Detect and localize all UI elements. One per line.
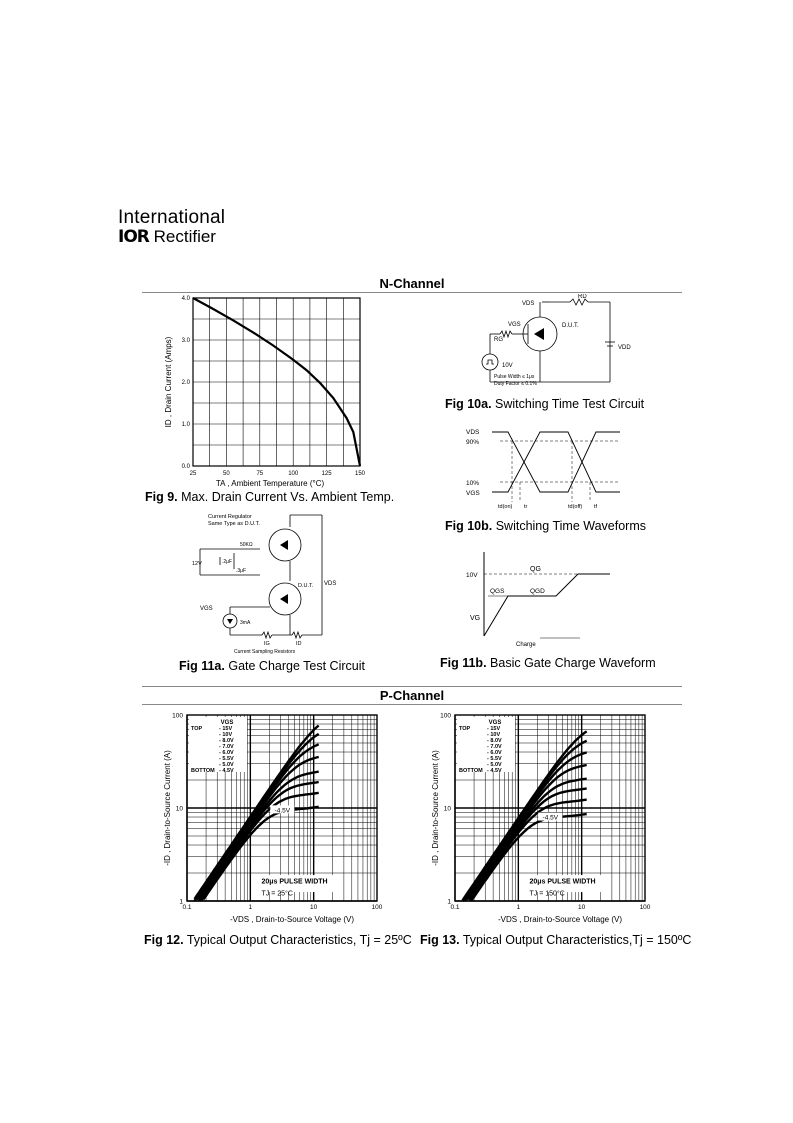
fig13-ytick-label: 1 — [447, 898, 451, 906]
fig9-drain-current-chart — [150, 294, 390, 490]
logo-international: International — [118, 207, 226, 228]
fig9-xlabel: TA , Ambient Temperature (°C) — [215, 479, 325, 488]
fig12-legend-tag: BOTTOM — [191, 768, 215, 774]
fig11b-charge-label: Charge — [516, 642, 536, 648]
fig12-legend-value: - 5.5V — [219, 756, 234, 762]
n-channel-heading: N-Channel — [379, 276, 445, 291]
p-channel-top-rule — [142, 686, 682, 687]
fig13-legend-title: VGS — [488, 720, 502, 726]
fig13-xlabel: -VDS , Drain-to-Source Voltage (V) — [497, 915, 623, 924]
fig10b-switching-waveforms — [460, 420, 630, 510]
fig13-output-char-150c — [428, 708, 660, 932]
fig13-legend-tag: BOTTOM — [459, 768, 483, 774]
fig11b-caption — [440, 656, 656, 670]
fig9-xtick-label: 50 — [223, 471, 230, 477]
fig12-ytick-label: 100 — [172, 712, 183, 720]
fig9-ylabel: ID , Drain Current (Amps) — [164, 336, 173, 428]
fig13-xtick-label: 0.1 — [450, 904, 460, 911]
fig11a-gate-charge-circuit — [190, 509, 340, 657]
fig11a-id-label: ID — [296, 641, 302, 647]
fig12-xtick-label: 1 — [248, 904, 253, 911]
fig10a-rd-label: RD — [578, 294, 587, 300]
fig12-xtick-label: 100 — [371, 904, 383, 911]
fig13-legend-value: - 4.5V — [487, 768, 502, 774]
fig12-note-tj: TJ = 25°C — [261, 890, 293, 898]
fig13-xtick-label: 1 — [516, 904, 521, 911]
fig12-xtick-label: 10 — [310, 904, 318, 911]
fig13-caption — [420, 933, 691, 947]
fig9-ytick-label: 4.0 — [181, 296, 190, 302]
fig9-grid — [193, 298, 360, 466]
fig10a-pulse-note2: Duty Factor ≤ 0.1% — [494, 381, 537, 387]
fig9-ytick-label: 1.0 — [181, 422, 190, 428]
fig11a-vds-label: VDS — [324, 581, 337, 587]
fig9-ytick-label: 2.0 — [181, 380, 190, 386]
fig11a-c2-label: .2μF — [222, 559, 233, 565]
logo-rectifier: Rectifier — [153, 227, 216, 246]
fig12-legend-value: - 10V — [219, 732, 233, 738]
fig13-legend — [457, 717, 515, 774]
fig11b-qgs-label: QGS — [490, 588, 505, 595]
fig11a-sametype-label: Same Type as D.U.T. — [208, 521, 260, 527]
fig12-ylabel: -ID , Drain-to-Source Current (A) — [163, 750, 172, 866]
fig9-ytick-label: 0.0 — [181, 464, 190, 470]
p-channel-heading: P-Channel — [379, 688, 445, 703]
logo-ior-mark: IOR — [118, 227, 149, 247]
fig12-output-char-25c — [160, 708, 392, 932]
fig13-note-pulse: 20μs PULSE WIDTH — [529, 878, 596, 886]
fig11a-sampling-label: Current Sampling Resistors — [234, 649, 296, 655]
fig12-legend-value: - 8.0V — [219, 738, 234, 744]
fig9-xtick-label: 100 — [288, 471, 299, 477]
fig12-legend-title: VGS — [220, 720, 234, 726]
fig11b-vg-label: VG — [470, 615, 481, 622]
fig12-caption-num: Fig 12. — [144, 933, 184, 947]
fig10a-vgs-label: VGS — [508, 322, 521, 328]
fig9-caption — [145, 490, 394, 504]
fig9-xtick-label: 75 — [256, 471, 264, 477]
fig13-xtick-label: 10 — [578, 904, 586, 911]
fig11a-caption — [179, 659, 365, 673]
fig12-caption-text: Typical Output Characteristics, Tj = 25ºC — [186, 933, 412, 947]
fig12-legend-value: - 4.5V — [219, 768, 234, 774]
fig13-legend-value: - 5.5V — [487, 756, 502, 762]
fig12-legend-value: - 6.0V — [219, 750, 234, 756]
fig11a-3ma-label: 3mA — [240, 620, 251, 626]
fig13-legend-value: - 5.0V — [487, 762, 502, 768]
fig12-ytick-label: 10 — [175, 805, 183, 813]
fig11a-regulator-label: Current Regulator — [208, 514, 252, 520]
fig12-legend-value: - 15V — [219, 726, 233, 732]
fig13-legend-value: - 8.0V — [487, 738, 502, 744]
fig11a-dut-label: D.U.T. — [298, 583, 314, 589]
fig13-legend-tag: TOP — [459, 726, 471, 732]
fig12-legend-value: - 7.0V — [219, 744, 234, 750]
fig12-annotation: -4.5V — [274, 807, 291, 815]
fig11b-caption-text: Basic Gate Charge Waveform — [490, 656, 656, 670]
fig9-ytick-label: 3.0 — [181, 338, 190, 344]
fig11a-ig-label: IG — [264, 641, 270, 647]
fig10a-vdd-label: VDD — [618, 345, 631, 351]
fig9-xtick-label: 25 — [189, 471, 197, 477]
company-logo — [118, 208, 225, 246]
fig10b-tdoff-label: td(off) — [568, 504, 583, 510]
fig11b-gate-charge-waveform — [460, 550, 630, 650]
fig11b-10v-label: 10V — [466, 572, 478, 579]
fig13-annotation: -4.5V — [542, 814, 559, 822]
fig11b-caption-num: Fig 11b. — [440, 656, 487, 670]
fig13-ytick-label: 100 — [440, 712, 451, 720]
fig10b-vgs-label: VGS — [466, 490, 480, 497]
fig10a-rg-label: RG — [494, 337, 503, 343]
fig13-caption-num: Fig 13. — [420, 933, 460, 947]
fig10b-vds-label: VDS — [466, 429, 480, 436]
fig11a-caption-text: Gate Charge Test Circuit — [228, 659, 365, 673]
fig13-ylabel: -ID , Drain-to-Source Current (A) — [431, 750, 440, 866]
fig12-legend-value: - 5.0V — [219, 762, 234, 768]
fig11a-c3-label: .3μF — [236, 568, 247, 574]
fig10b-tdon-label: td(on) — [498, 504, 513, 510]
fig13-note-tj: TJ = 150°C — [529, 890, 565, 898]
fig12-caption — [144, 933, 412, 947]
fig12-xlabel: -VDS , Drain-to-Source Voltage (V) — [229, 915, 355, 924]
fig9-xtick-label: 150 — [354, 471, 366, 477]
n-channel-rule — [142, 292, 682, 293]
fig11a-vgs-label: VGS — [200, 606, 213, 612]
fig11b-qg-label: QG — [530, 566, 541, 573]
fig13-ytick-label: 10 — [443, 805, 451, 813]
fig12-legend-tag: TOP — [191, 726, 203, 732]
fig13-xtick-label: 100 — [639, 904, 651, 911]
fig12-xtick-label: 0.1 — [182, 904, 192, 911]
fig11a-12v-label: 12V — [192, 561, 202, 567]
fig12-legend — [189, 717, 247, 774]
fig10a-caption-text: Switching Time Test Circuit — [495, 397, 645, 411]
fig13-legend-value: - 6.0V — [487, 750, 502, 756]
fig10b-caption-num: Fig 10b. — [445, 519, 493, 533]
fig10a-pulse-note1: Pulse Width ≤ 1μs — [494, 374, 535, 380]
fig9-xtick-label: 125 — [321, 471, 332, 477]
fig13-legend-value: - 15V — [487, 726, 501, 732]
fig13-legend-value: - 10V — [487, 732, 501, 738]
fig13-legend-value: - 7.0V — [487, 744, 502, 750]
fig10a-vds-label: VDS — [522, 301, 535, 307]
fig10a-dut-label: D.U.T. — [562, 323, 579, 329]
fig10a-pulse-v: 10V — [502, 363, 513, 369]
fig10b-90-label: 90% — [466, 439, 480, 446]
fig10b-10-label: 10% — [466, 480, 480, 487]
fig10b-caption-text: Switching Time Waveforms — [495, 519, 646, 533]
fig10b-tr-label: tr — [524, 504, 528, 510]
fig9-caption-text: Max. Drain Current Vs. Ambient Temp. — [181, 490, 395, 504]
fig10a-caption — [445, 397, 644, 411]
fig11b-qgd-label: QGD — [530, 588, 545, 595]
fig13-caption-text: Typical Output Characteristics,Tj = 150ºC — [462, 933, 692, 947]
fig9-tick-labels — [182, 296, 366, 477]
fig11a-caption-num: Fig 11a. — [179, 659, 225, 673]
fig9-caption-num: Fig 9. — [145, 490, 178, 504]
fig10a-switching-circuit — [470, 294, 640, 394]
fig11a-50k-label: 50KΩ — [240, 542, 253, 548]
fig10a-caption-num: Fig 10a. — [445, 397, 492, 411]
fig10b-caption — [445, 519, 646, 533]
fig12-ytick-label: 1 — [179, 898, 183, 906]
p-channel-rule — [142, 704, 682, 705]
fig10b-tf-label: tf — [594, 504, 598, 510]
fig12-note-pulse: 20μs PULSE WIDTH — [261, 878, 328, 886]
